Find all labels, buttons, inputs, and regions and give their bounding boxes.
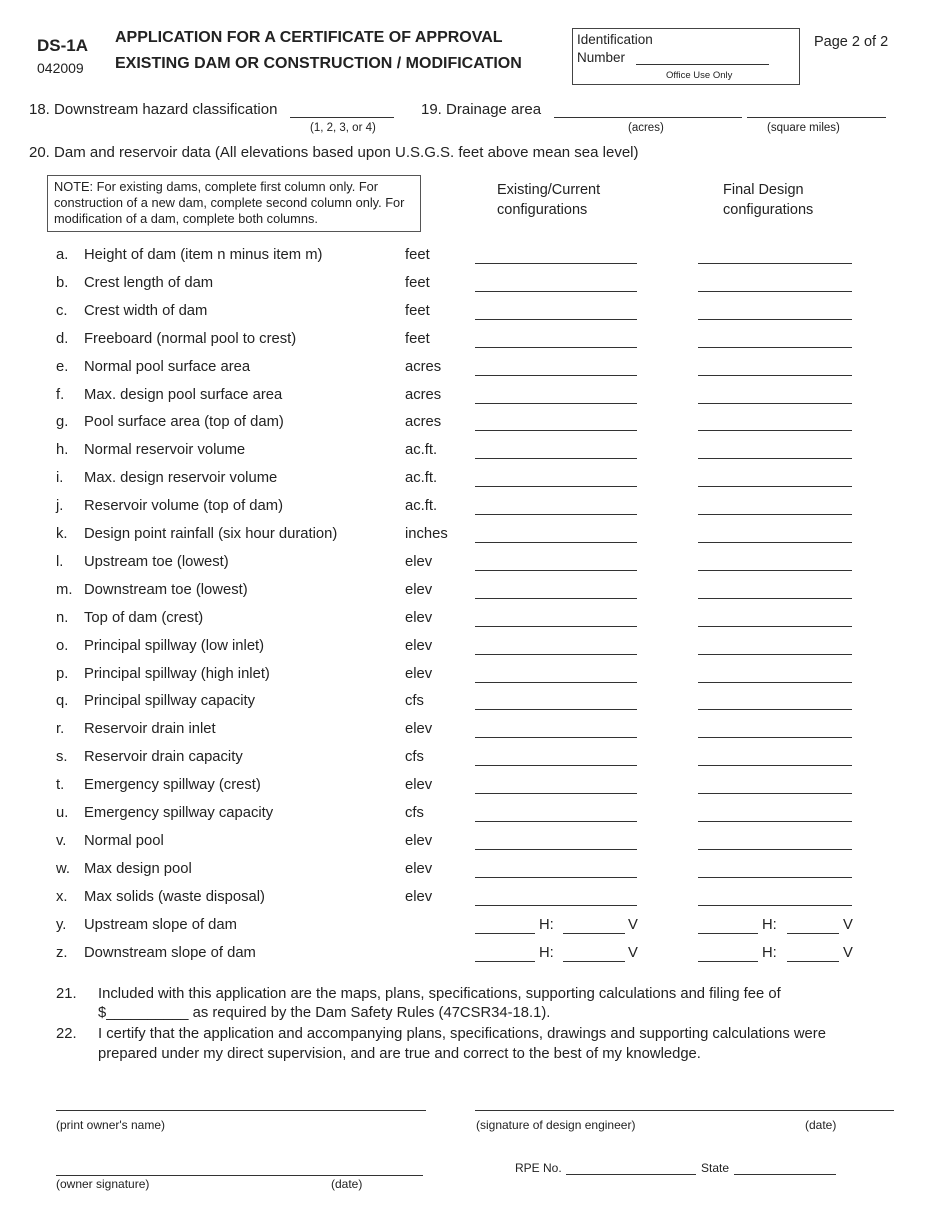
row-label: Downstream slope of dam [84,944,256,961]
row-unit: elev [405,581,433,598]
final-design-value-field[interactable] [698,263,852,264]
owner-signature-label: (owner signature) [56,1177,150,1191]
form-code: DS-1A [37,36,89,55]
existing-value-field[interactable] [475,291,637,292]
q19-label: 19. Drainage area [421,101,542,118]
row-letter: k. [56,526,68,542]
row-letter: x. [56,888,68,905]
row-letter: d. [56,330,69,347]
row-unit: elev [405,832,433,849]
row-letter: h. [56,442,69,459]
row-label: Principal spillway capacity [84,693,256,710]
existing-value-field[interactable] [475,430,637,431]
final-design-value-field[interactable] [698,877,852,878]
row-letter: e. [56,358,69,375]
row-label: Height of dam (item n minus item m) [84,247,323,263]
row-unit: feet [405,330,430,347]
row-letter: l. [56,553,64,570]
existing-value-field[interactable] [475,737,637,738]
final-design-value-field[interactable] [698,375,852,376]
owner-date-label: (date) [331,1177,363,1191]
drainage-area-acres-field[interactable] [554,117,742,118]
row-label: Max. design reservoir volume [84,470,278,487]
row-letter: u. [56,805,69,821]
row-unit: elev [405,860,433,877]
row-unit: elev [405,637,433,654]
row-unit: ac.ft. [405,470,438,487]
row-letter: f. [56,386,65,403]
row-label: Reservoir drain inlet [84,721,216,738]
row-unit: feet [405,247,430,263]
engineer-signature-label: (signature of design engineer) [476,1118,636,1132]
final-design-value-field[interactable] [698,458,852,459]
final-design-value-field[interactable] [698,765,852,766]
row-label: Principal spillway (high inlet) [84,665,270,682]
existing-value-field[interactable] [475,654,637,655]
existing-value-field[interactable] [475,765,637,766]
final-design-value-field[interactable] [698,905,852,906]
existing-value-field[interactable] [475,793,637,794]
existing-value-field[interactable] [475,598,637,599]
owner-name-field[interactable] [56,1110,426,1111]
existing-value-field[interactable] [475,514,637,515]
row-unit: cfs [405,749,424,766]
row-label: Emergency spillway (crest) [84,777,261,794]
row-label: Max solids (waste disposal) [84,888,265,905]
q22-number: 22. [56,1026,77,1042]
final-design-value-field[interactable] [698,737,852,738]
row-unit: elev [405,777,433,794]
q19-unit-acres: (acres) [628,122,664,134]
row-label: Freeboard (normal pool to crest) [84,330,297,347]
final-design-value-field[interactable] [698,542,852,543]
row-letter: j. [56,498,64,515]
row-label: Design point rainfall (six hour duration) [84,526,338,542]
existing-value-field[interactable] [475,626,637,627]
slope-v-label: V [628,944,638,961]
row-label: Max. design pool surface area [84,386,283,403]
row-letter: o. [56,637,69,654]
final-design-value-field[interactable] [698,821,852,822]
row-unit: elev [405,553,433,570]
final-design-value-field[interactable] [698,654,852,655]
row-label: Reservoir drain capacity [84,749,243,766]
row-label: Normal reservoir volume [84,442,246,459]
existing-value-field[interactable] [475,709,637,710]
existing-value-field[interactable] [475,263,637,264]
office-use-label: Office Use Only [666,70,733,81]
row-unit: feet [405,302,430,319]
print-owner-name-label: (print owner's name) [56,1118,165,1132]
column-header-final-line1: Final Design [723,182,804,198]
existing-slope-v-field[interactable] [563,961,625,962]
row-letter: z. [56,944,68,961]
q21-line2: $__________ as required by the Dam Safety Rules (47CSR34-18.1). [98,1005,551,1021]
final-design-value-field[interactable] [698,682,852,683]
row-letter: n. [56,609,69,626]
existing-slope-v-field[interactable] [563,933,625,934]
existing-value-field[interactable] [475,877,637,878]
identification-label: Identification [577,32,653,47]
existing-value-field[interactable] [475,821,637,822]
row-letter: q. [56,693,69,710]
column-header-final [723,180,813,220]
row-letter: c. [56,302,68,319]
row-label: Pool surface area (top of dam) [84,414,284,431]
note-box: NOTE: For existing dams, complete first column only. For construction of a new dam, complete second column only. For modification of a dam, complete both columns. [47,175,421,232]
column-header-final-line2: configurations [723,202,814,218]
row-unit: acres [405,358,442,375]
rpe-label: RPE No. [515,1161,562,1175]
slope-v-label: V [628,916,638,933]
existing-value-field[interactable] [475,486,637,487]
row-unit: ac.ft. [405,498,438,515]
row-unit: inches [405,526,448,542]
row-letter: s. [56,749,68,766]
row-unit: elev [405,888,433,905]
row-label: Downstream toe (lowest) [84,581,248,598]
engineer-signature-field[interactable] [475,1110,894,1111]
row-unit: elev [405,721,433,738]
number-label: Number [577,50,626,65]
q18-hint: (1, 2, 3, or 4) [310,122,376,134]
existing-slope-h-field[interactable] [475,933,535,934]
final-design-value-field[interactable] [698,849,852,850]
q21-line1: Included with this application are the maps, plans, specifications, supporting calculations and filing fee of [98,986,781,1002]
column-header-existing [497,180,600,220]
row-letter: p. [56,665,69,682]
row-letter: v. [56,832,67,849]
final-slope-v-field[interactable] [787,933,839,934]
state-label: State [701,1161,730,1175]
existing-value-field[interactable] [475,375,637,376]
final-design-value-field[interactable] [698,793,852,794]
row-label: Top of dam (crest) [84,609,204,626]
drainage-area-sqmi-field[interactable] [747,117,886,118]
slope-h-label: H: [539,944,554,961]
row-letter: g. [56,414,69,431]
final-design-value-field[interactable] [698,291,852,292]
form-revision-date: 042009 [37,60,84,76]
existing-value-field[interactable] [475,542,637,543]
final-design-value-field[interactable] [698,709,852,710]
row-unit: ac.ft. [405,442,438,459]
slope-v-label: V [843,944,853,961]
state-field[interactable] [734,1174,836,1175]
identification-number-field[interactable] [636,64,769,65]
final-design-value-field[interactable] [698,626,852,627]
slope-h-label: H: [762,916,777,933]
row-letter: i. [56,470,64,487]
row-letter: t. [56,777,65,794]
existing-value-field[interactable] [475,849,637,850]
row-label: Crest width of dam [84,302,208,319]
final-design-value-field[interactable] [698,486,852,487]
q22-line2: prepared under my direct supervision, and are true and correct to the best of my knowledge. [98,1046,701,1062]
row-letter: m. [56,581,73,598]
row-unit: cfs [405,693,424,710]
final-design-value-field[interactable] [698,598,852,599]
row-unit: elev [405,609,433,626]
row-label: Upstream toe (lowest) [84,553,229,570]
final-slope-h-field[interactable] [698,933,758,934]
row-letter: a. [56,247,69,263]
row-unit: cfs [405,805,424,821]
hazard-classification-field[interactable] [290,117,394,118]
final-design-value-field[interactable] [698,570,852,571]
rpe-number-field[interactable] [566,1174,696,1175]
row-label: Reservoir volume (top of dam) [84,498,284,515]
slope-h-label: H: [539,916,554,933]
final-design-value-field[interactable] [698,430,852,431]
existing-value-field[interactable] [475,682,637,683]
row-label: Crest length of dam [84,274,214,291]
final-slope-v-field[interactable] [787,961,839,962]
row-label: Normal pool surface area [84,358,251,375]
q19-unit-square-miles: (square miles) [767,122,840,134]
form-title-line2: EXISTING DAM OR CONSTRUCTION / MODIFICATION [115,55,522,72]
column-header-existing-line1: Existing/Current [497,182,601,198]
owner-signature-field[interactable] [56,1175,423,1176]
page-number: Page 2 of 2 [814,34,889,50]
existing-value-field[interactable] [475,458,637,459]
q21-number: 21. [56,986,77,1002]
row-label: Principal spillway (low inlet) [84,637,265,654]
final-design-value-field[interactable] [698,514,852,515]
q20-label: 20. Dam and reservoir data (All elevations based upon U.S.G.S. feet above mean sea level) [29,144,639,161]
row-label: Max design pool [84,860,192,877]
final-design-value-field[interactable] [698,319,852,320]
existing-slope-h-field[interactable] [475,961,535,962]
form-title-line1: APPLICATION FOR A CERTIFICATE OF APPROVAL [115,29,503,46]
row-label: Upstream slope of dam [84,916,237,933]
existing-value-field[interactable] [475,905,637,906]
existing-value-field[interactable] [475,319,637,320]
row-unit: acres [405,386,442,403]
existing-value-field[interactable] [475,347,637,348]
column-header-existing-line2: configurations [497,202,588,218]
slope-v-label: V [843,916,853,933]
q18-label: 18. Downstream hazard classification [29,101,278,118]
existing-value-field[interactable] [475,570,637,571]
final-slope-h-field[interactable] [698,961,758,962]
row-letter: y. [56,916,67,933]
slope-h-label: H: [762,944,777,961]
final-design-value-field[interactable] [698,403,852,404]
row-unit: feet [405,274,430,291]
row-letter: r. [56,721,65,738]
existing-value-field[interactable] [475,403,637,404]
row-letter: b. [56,274,69,291]
row-unit: elev [405,665,433,682]
q22-line1: I certify that the application and accompanying plans, specifications, drawings and supporting calculations were [98,1026,826,1042]
row-label: Emergency spillway capacity [84,805,274,821]
row-unit: acres [405,414,442,431]
engineer-date-label: (date) [805,1118,837,1132]
row-letter: w. [56,860,70,877]
final-design-value-field[interactable] [698,347,852,348]
row-label: Normal pool [84,832,164,849]
